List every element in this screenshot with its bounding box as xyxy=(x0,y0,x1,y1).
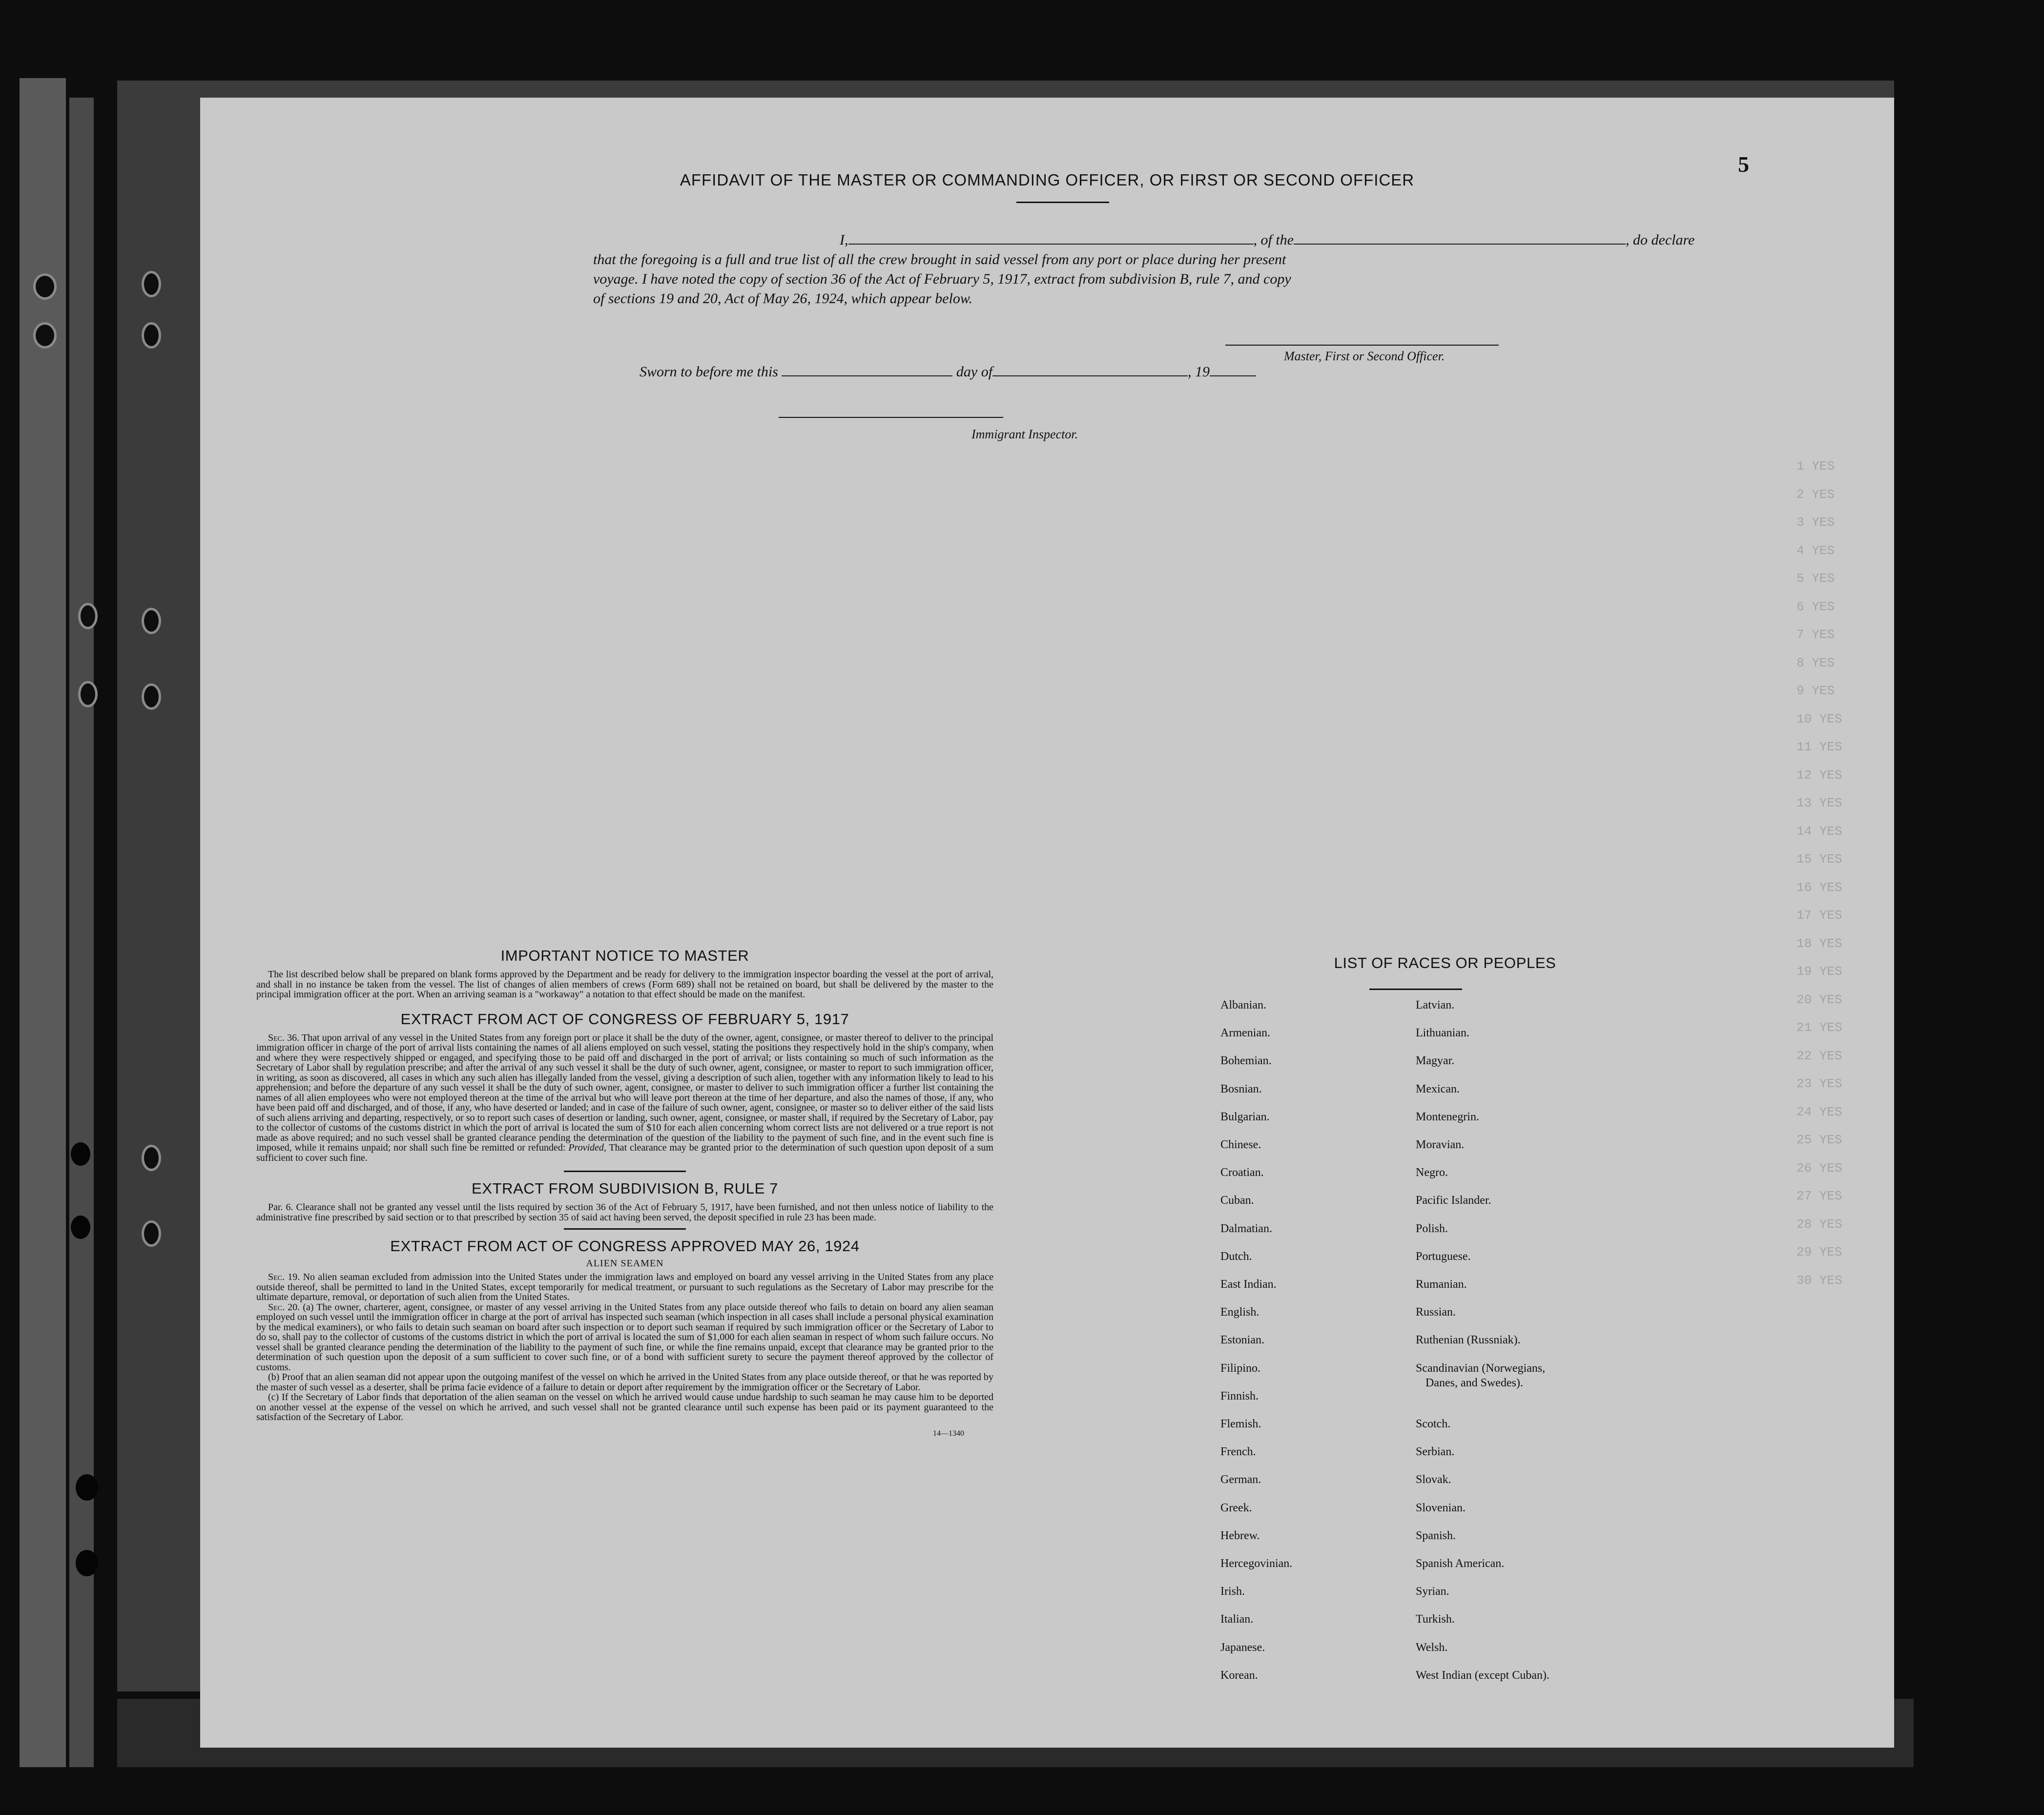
sworn-month-blank[interactable] xyxy=(992,375,1188,376)
race-item: Finnish. xyxy=(1220,1389,1259,1402)
sec-36-text: That upon arrival of any vessel in the United States from any foreign port or place it shall be the duty of the owner, agent, consignee, or master thereof to deliver to the principal immigration officer in charge of the port of arrival lists containing the names of all aliens employed on such vessel, stating the positions they respectively hold in the ship's company, when and where they were respectively shipped or engaged, and specifying those to be paid off and discharged in the port of arrival; or lists containing so much of such information as the Secretary of Labor shall by regulation prescribe; and after the arrival of any such vessel it shall be the duty of such owner, agent, consignee, or master to report to such immigration officer, in writing, as soon as discovered, all cases in which any such alien has illegally landed from the vessel, giving a description of such alien, together with any information likely to lead to his apprehension; and before the departure of any such vessel it shall be the duty of such owner, agent, consignee, or master to deliver to such immigration officer a further list containing the names of all alien employees who were not employed thereon at the time of the arrival but who will leave port thereon at the time of her departure, and also the names of those, if any, who have been paid off and discharged, and of those, if any, who have deserted or landed; and in case of the failure of such owner, agent, consignee, or master so to deliver either of the said lists of such aliens arriving and departing, respectively, or so to report such cases of desertion or landing, such owner, agent, consignee, or master shall, if required by the Secretary of Labor, pay to the collector of customs of the customs district in which the port of arrival is located the sum of $10 for each alien concerning whom correct lists are not delivered or a true report is not made as above required; and no such vessel shall be granted clearance pending the determination of the question of the liability to the payment of such fine, and in the event such fine is imposed, while it remains unpaid; nor shall such fine be remitted or refunded: xyxy=(256,1032,994,1153)
binder-hole xyxy=(33,322,57,349)
master-signature-line[interactable] xyxy=(1225,345,1499,346)
sec-36-paragraph xyxy=(256,1033,993,1163)
race-item: German. xyxy=(1220,1473,1261,1486)
left-column xyxy=(256,947,993,1438)
bleed-through-row: 12 YES xyxy=(1796,767,1842,783)
race-item: Montenegrin. xyxy=(1416,1110,1479,1123)
bleed-through-row: 9 YES xyxy=(1796,683,1835,698)
race-item: Chinese. xyxy=(1220,1138,1261,1151)
bleed-through-row: 7 YES xyxy=(1796,627,1835,642)
bleed-through-row: 30 YES xyxy=(1796,1273,1842,1288)
affidavit-title-rule xyxy=(1016,202,1109,203)
binder-hole xyxy=(71,1142,90,1166)
bleed-through-row: 10 YES xyxy=(1796,711,1842,726)
race-item: Korean. xyxy=(1220,1669,1258,1682)
extract-1917-title: EXTRACT FROM ACT OF CONGRESS OF FEBRUARY 5, 1917 xyxy=(400,1010,849,1028)
sworn-year-blank[interactable] xyxy=(1210,375,1256,376)
affidavit-of-the: , of the xyxy=(1253,232,1294,248)
race-item: Polish. xyxy=(1416,1222,1448,1235)
race-item: Albanian. xyxy=(1220,999,1266,1011)
race-item: Rumanian. xyxy=(1416,1278,1467,1291)
bleed-through-row: 26 YES xyxy=(1796,1160,1842,1176)
notice-paragraph: The list described below shall be prepared on blank forms approved by the Department and be ready for delivery to the immigration inspector boarding the vessel at the port of arrival, and shall in no instance be taken from the vessel. The list of changes of alien members of crews (Form 689) shall not be retained on board, but shall be delivered by the master to the principal immigration officer at the port. When an arriving seaman is a "workaway" a notation to that effect should be made on the manifest. xyxy=(256,969,993,1000)
race-item: Scandinavian (Norwegians, xyxy=(1416,1361,1546,1375)
bleed-through-row: 16 YES xyxy=(1796,880,1842,895)
race-item: Japanese. xyxy=(1220,1641,1265,1654)
race-item: Greek. xyxy=(1220,1501,1252,1514)
notice-body xyxy=(256,969,993,1000)
race-item: Hercegovinian. xyxy=(1220,1557,1293,1570)
race-item: West Indian (except Cuban). xyxy=(1416,1669,1549,1682)
section-rule xyxy=(564,1228,686,1230)
sec-19-paragraph xyxy=(256,1272,993,1302)
extract-1924-body xyxy=(256,1272,993,1423)
race-item: Negro. xyxy=(1416,1166,1448,1179)
race-item: French. xyxy=(1220,1445,1256,1459)
affidavit-line-3: voyage. I have noted the copy of section 36 of the Act of February 5, 1917, extract from subdivision B, rule 7, and copy xyxy=(593,271,1291,287)
sworn-day-blank[interactable] xyxy=(782,375,952,376)
binder-hole xyxy=(142,271,161,297)
race-item: Bulgarian. xyxy=(1220,1110,1270,1123)
vessel-blank[interactable] xyxy=(1294,244,1626,245)
race-item: Syrian. xyxy=(1416,1585,1449,1598)
bleed-through-row: 29 YES xyxy=(1796,1245,1842,1259)
binder-hole xyxy=(78,603,98,629)
bleed-through-row: 19 YES xyxy=(1796,964,1842,979)
race-item: Dalmatian. xyxy=(1220,1222,1272,1235)
section-rule xyxy=(564,1171,686,1172)
race-item: Croatian. xyxy=(1220,1166,1264,1179)
race-item: Dutch. xyxy=(1220,1250,1252,1263)
sec-20a-paragraph xyxy=(256,1302,993,1373)
race-item: Russian. xyxy=(1416,1306,1456,1319)
race-item: Armenian. xyxy=(1220,1027,1270,1040)
extract-1924-subtitle: ALIEN SEAMEN xyxy=(586,1258,664,1269)
race-item: Portuguese. xyxy=(1416,1250,1471,1263)
affidavit-i: I, xyxy=(840,232,848,248)
binder-hole xyxy=(142,1220,161,1247)
race-item: Mexican. xyxy=(1416,1082,1460,1095)
binder-hole xyxy=(76,1550,98,1576)
sec-36-text-end: That clearance may be granted prior to the determination of such question upon deposit of a sum sufficient to cover such fine. xyxy=(256,1142,993,1163)
rule-7-body xyxy=(256,1202,993,1222)
binder-hole xyxy=(78,681,98,707)
bleed-through-row: 22 YES xyxy=(1796,1048,1842,1063)
races-title: LIST OF RACES OR PEOPLES xyxy=(1334,954,1556,971)
race-item: Magyar. xyxy=(1416,1054,1455,1068)
race-item: Slovenian. xyxy=(1416,1501,1466,1514)
bleed-through-row: 21 YES xyxy=(1796,1020,1842,1035)
extract-1917-body xyxy=(256,1033,993,1163)
affidavit-line-2: that the foregoing is a full and true list of all the crew brought in said vessel from any port or place during her present xyxy=(593,251,1286,268)
race-item: East Indian. xyxy=(1220,1278,1277,1291)
sec-20-label: Sec. 20. xyxy=(268,1301,300,1313)
sworn-year: , 19 xyxy=(1188,364,1210,380)
race-item: Bosnian. xyxy=(1220,1082,1262,1095)
inspector-signature-line[interactable] xyxy=(779,417,1003,418)
bleed-through-row: 6 YES xyxy=(1796,599,1835,614)
race-item: Moravian. xyxy=(1416,1138,1465,1151)
race-item: Ruthenian (Russniak). xyxy=(1416,1334,1521,1347)
race-item: English. xyxy=(1220,1306,1259,1319)
races-title-rule xyxy=(1369,989,1462,990)
notice-title: IMPORTANT NOTICE TO MASTER xyxy=(500,947,749,964)
race-item: Lithuanian. xyxy=(1416,1027,1469,1040)
bleed-through-row: 23 YES xyxy=(1796,1076,1842,1091)
race-item: Italian. xyxy=(1220,1613,1254,1626)
page-corner-mark: 5 xyxy=(1738,152,1749,177)
sec-20a-text: (a) The owner, charterer, agent, consignee, or master of any vessel arriving in the United States from any place outside thereof who fails to detain on board any alien seaman employed on such vessel until the immigration officer in charge at the port of arrival has inspected such seaman (which inspection in all cases shall include a personal physical examination by the medical examiners), or who fails to detain such seaman on board after such inspection or to deport such seaman if required by such immigration officer or the Secretary of Labor to do so, shall pay to the collector of customs of the customs district in which the port of arrival is located the sum of $1,000 for each alien seaman in respect of whom such failure occurs. No vessel shall be granted clearance pending the determination of the liability to the payment of such fine, or while the fine remains unpaid, except that clearance may be granted prior to the determination of such question upon the deposit of a sum sufficient to cover such fine, or of a bond with sufficient surety to secure the payment thereof approved by the collector of customs. xyxy=(256,1301,994,1373)
binder-hole xyxy=(142,683,161,710)
sworn-line xyxy=(640,362,1469,382)
race-item: Spanish American. xyxy=(1416,1557,1505,1570)
sec-19-text: No alien seaman excluded from admission into the United States under the immigration laws and employed on board any vessel arriving in the United States from any place outside thereof, shall be permitted to land in the United States, except temporarily for medical treatment, or pursuant to such regulations as the Secretary of Labor may prescribe for the ultimate departure, removal, or deportation of such alien from the United States. xyxy=(256,1272,993,1302)
race-item: Filipino. xyxy=(1220,1361,1261,1375)
race-item: Latvian. xyxy=(1416,999,1455,1011)
race-item: Bohemian. xyxy=(1220,1054,1272,1068)
race-item: Irish. xyxy=(1220,1585,1245,1598)
binder-hole xyxy=(142,322,161,349)
race-item: Welsh. xyxy=(1416,1641,1448,1654)
bleed-through-row: 3 YES xyxy=(1796,515,1835,530)
master-signature-label: Master, First or Second Officer. xyxy=(1284,349,1445,363)
sec-36-provided: Provided, xyxy=(568,1142,606,1153)
binder-hole xyxy=(76,1474,98,1501)
affidavit-declare: , do declare xyxy=(1626,232,1695,248)
binder-strip-inner xyxy=(69,98,94,1767)
bleed-through-row: 5 YES xyxy=(1796,571,1835,586)
bleed-through-row: 4 YES xyxy=(1796,543,1835,558)
affidavit-line-1 xyxy=(640,230,1733,250)
bleed-through-row: 15 YES xyxy=(1796,852,1842,866)
affidavit-title: AFFIDAVIT OF THE MASTER OR COMMANDING OFFICER, OR FIRST OR SECOND OFFICER xyxy=(680,171,1415,189)
sec-19-label: Sec. 19. xyxy=(268,1272,300,1282)
bleed-through-row: 25 YES xyxy=(1796,1133,1842,1147)
name-blank[interactable] xyxy=(848,244,1254,245)
bleed-through-row: 18 YES xyxy=(1796,936,1842,951)
bleed-through-row: 28 YES xyxy=(1796,1217,1842,1232)
bleed-through-row: 8 YES xyxy=(1796,655,1835,670)
sworn-day-label: day of xyxy=(956,364,993,380)
race-item: Danes, and Swedes). xyxy=(1425,1376,1523,1389)
bleed-through-row: 24 YES xyxy=(1796,1104,1842,1119)
extract-1924-title: EXTRACT FROM ACT OF CONGRESS APPROVED MAY 26, 1924 xyxy=(390,1238,860,1255)
race-item: Slovak. xyxy=(1416,1473,1451,1486)
bleed-through-row: 14 YES xyxy=(1796,824,1842,839)
manifest-page xyxy=(200,98,1894,1748)
sworn-prefix: Sworn to before me this xyxy=(640,364,778,380)
race-item: Serbian. xyxy=(1416,1445,1455,1459)
binder-hole xyxy=(33,273,57,300)
rule-7-title: EXTRACT FROM SUBDIVISION B, RULE 7 xyxy=(472,1180,778,1197)
race-item: Hebrew. xyxy=(1220,1529,1260,1542)
race-item: Turkish. xyxy=(1416,1613,1455,1626)
binder-hole xyxy=(142,1145,161,1171)
bleed-through-row: 11 YES xyxy=(1796,740,1842,754)
bleed-through-row: 17 YES xyxy=(1796,908,1842,923)
bleed-through-row: 2 YES xyxy=(1796,487,1835,502)
sec-20b-paragraph: (b) Proof that an alien seaman did not appear upon the outgoing manifest of the vessel on which he arrived in the United States from any place outside thereof, or that he was reported by the master of such vessel as a deserter, shall be prima facie evidence of a failure to detain or deport after requirement by the immigration officer or the Secretary of Labor. xyxy=(256,1372,993,1393)
affidavit-line-4: of sections 19 and 20, Act of May 26, 1924, which appear below. xyxy=(593,290,973,307)
race-item: Scotch. xyxy=(1416,1418,1451,1430)
race-item: Flemish. xyxy=(1220,1418,1261,1430)
binder-hole xyxy=(142,608,161,634)
race-item: Spanish. xyxy=(1416,1529,1456,1542)
inspector-label: Immigrant Inspector. xyxy=(971,427,1078,441)
sec-20c-paragraph: (c) If the Secretary of Labor finds that deportation of the alien seaman on the vessel on which he arrived would cause undue hardship to such seaman he may cause him to be deported on another vessel at the expense of the vessel on which he arrived, and such vessel shall not be granted clearance until such expense has been paid or its payment guaranteed to the satisfaction of the Secretary of Labor. xyxy=(256,1392,993,1423)
race-item: Estonian. xyxy=(1220,1334,1264,1347)
binder-hole xyxy=(71,1216,90,1239)
race-item: Pacific Islander. xyxy=(1416,1194,1491,1207)
form-number: 14—1340 xyxy=(933,1429,964,1438)
bleed-through-row: 27 YES xyxy=(1796,1189,1842,1203)
rule-7-paragraph: Par. 6. Clearance shall not be granted any vessel until the lists required by section 36 of the Act of February 5, 1917, have been furnished, and not then unless notice of liability to the administrative fine prescribed by said section or to that prescribed by section 35 of said act having been served, the deposit specified in rule 23 has been made. xyxy=(256,1202,993,1223)
bleed-through-row: 13 YES xyxy=(1796,796,1842,810)
sec-36-label: Sec. 36. xyxy=(268,1032,300,1043)
bleed-through-row: 1 YES xyxy=(1796,459,1835,474)
bleed-through-row: 20 YES xyxy=(1796,992,1842,1007)
race-item: Cuban. xyxy=(1220,1194,1254,1207)
